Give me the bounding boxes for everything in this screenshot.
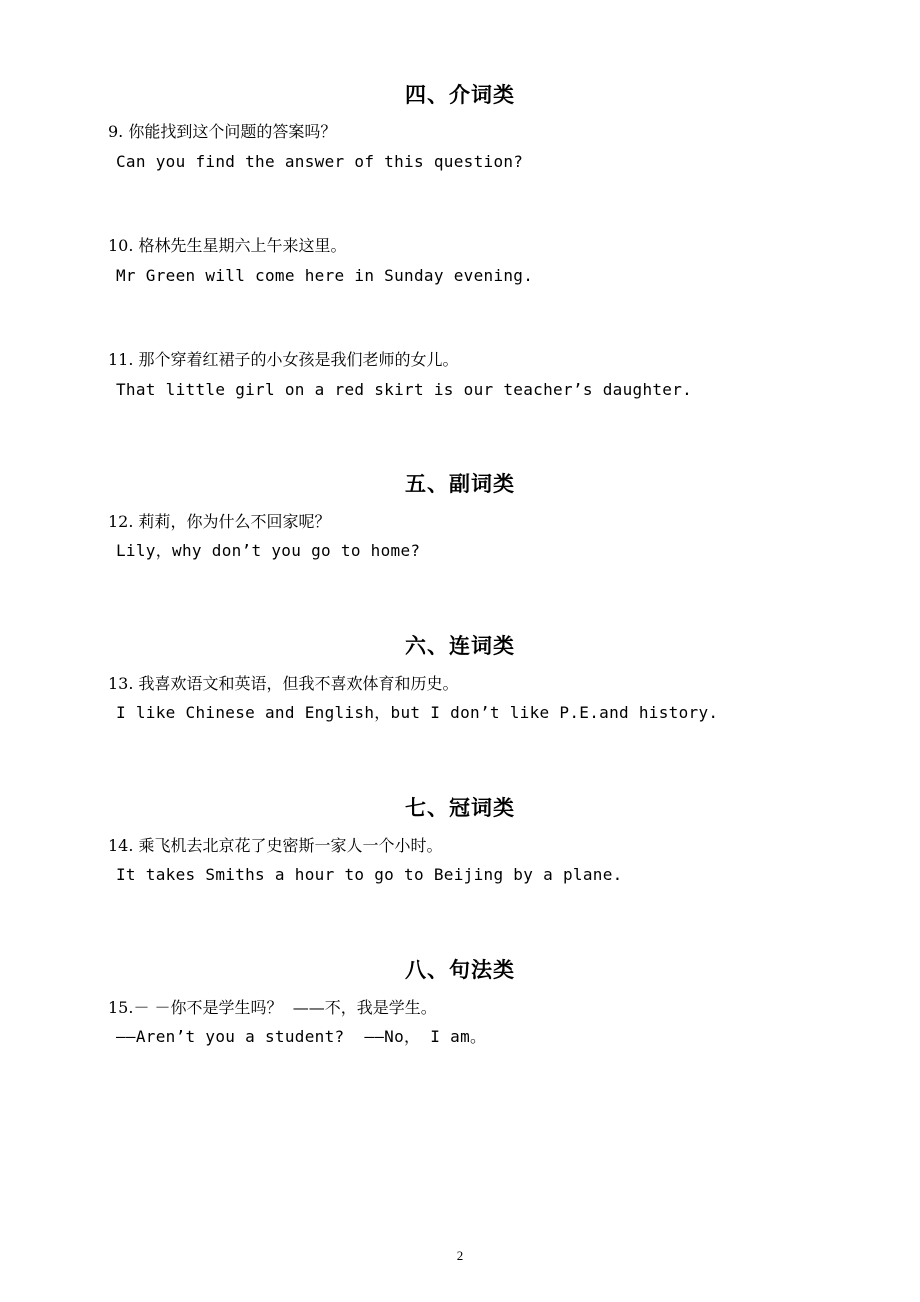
section-heading-syntax: 八、句法类: [405, 958, 515, 982]
question-15: 15.－ －你不是学生吗？ ——不，我是学生。: [108, 998, 437, 1017]
answer-15: ——Aren’t you a student? ——No， I am。: [116, 1027, 487, 1046]
section-heading-prepositions: 四、介词类: [405, 83, 515, 107]
question-12: 12. 莉莉，你为什么不回家呢？: [108, 512, 331, 531]
page-number: 2: [456, 1248, 464, 1263]
section-heading-adverbs: 五、副词类: [405, 472, 515, 496]
answer-13: I like Chinese and English，but I don’t like P.E.and history.: [116, 703, 719, 722]
question-9: 9. 你能找到这个问题的答案吗？: [108, 122, 337, 141]
section-heading-articles: 七、冠词类: [405, 796, 515, 820]
answer-9: Can you find the answer of this question?: [116, 152, 524, 171]
question-10: 10. 格林先生星期六上午来这里。: [108, 236, 347, 255]
question-11: 11. 那个穿着红裙子的小女孩是我们老师的女儿。: [108, 350, 459, 369]
answer-12: Lily，why don’t you go to home?: [116, 541, 421, 560]
answer-14: It takes Smiths a hour to go to Beijing by a plane.: [116, 865, 623, 884]
answer-10: Mr Green will come here in Sunday evening.: [116, 266, 534, 285]
section-heading-conjunctions: 六、连词类: [405, 634, 515, 658]
answer-11: That little girl on a red skirt is our teacher’s daughter.: [116, 380, 693, 399]
question-13: 13. 我喜欢语文和英语，但我不喜欢体育和历史。: [108, 674, 459, 693]
question-14: 14. 乘飞机去北京花了史密斯一家人一个小时。: [108, 836, 443, 855]
